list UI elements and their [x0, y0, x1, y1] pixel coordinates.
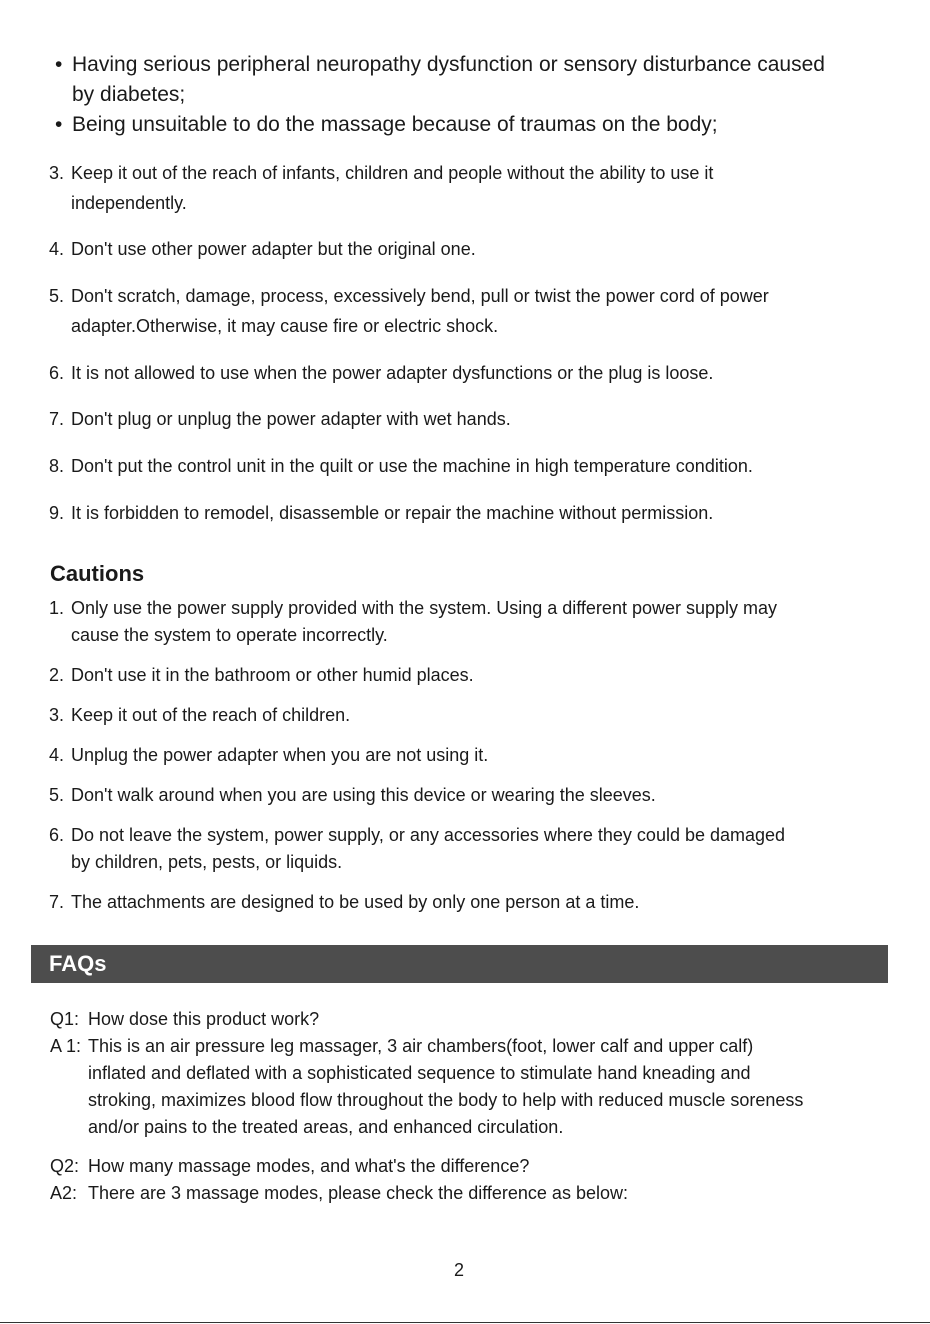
item-text: Unplug the power adapter when you are not using it. [71, 745, 489, 765]
item-number: 5. [49, 286, 65, 306]
faq-label: Q2: [50, 1156, 80, 1176]
faq-label: Q1: [50, 1009, 80, 1029]
item-text: adapter.Otherwise, it may cause fire or electric shock. [71, 316, 499, 336]
item-text: Do not leave the system, power supply, or any accessories where they could be damaged [71, 825, 786, 845]
item-number: 7. [49, 892, 65, 912]
item-text: It is not allowed to use when the power adapter dysfunctions or the plug is loose. [71, 363, 714, 383]
faq-text: How many massage modes, and what's the difference? [88, 1156, 530, 1176]
item-text: independently. [71, 193, 187, 213]
item-number: 4. [49, 745, 65, 765]
item-number: 7. [49, 409, 65, 429]
item-text: It is forbidden to remodel, disassemble or repair the machine without permission. [71, 503, 714, 523]
faq-text: How dose this product work? [88, 1009, 320, 1029]
bullet-text: by diabetes; [72, 83, 186, 106]
cautions-heading: Cautions [50, 561, 145, 586]
item-text: Don't put the control unit in the quilt or use the machine in high temperature condition. [71, 456, 753, 476]
bottom-rule [0, 1322, 930, 1323]
item-number: 9. [49, 503, 65, 523]
faqs-banner [31, 945, 888, 983]
item-text: Keep it out of the reach of children. [71, 705, 351, 725]
page-number: 2 [454, 1260, 465, 1280]
item-text: Only use the power supply provided with the system. Using a different power supply may [71, 598, 778, 618]
item-number: 5. [49, 785, 65, 805]
bullet-text: Being unsuitable to do the massage because of traumas on the body; [72, 113, 718, 136]
item-number: 3. [49, 163, 65, 183]
item-number: 6. [49, 363, 65, 383]
item-number: 2. [49, 665, 65, 685]
faq-label: A 1: [50, 1036, 82, 1056]
item-text: by children, pets, pests, or liquids. [71, 852, 343, 872]
item-text: The attachments are designed to be used by only one person at a time. [71, 892, 640, 912]
item-number: 8. [49, 456, 65, 476]
faq-text: inflated and deflated with a sophisticated sequence to stimulate hand kneading and [88, 1063, 751, 1083]
item-number: 1. [49, 598, 65, 618]
item-text: Don't walk around when you are using this device or wearing the sleeves. [71, 785, 656, 805]
faq-text: and/or pains to the treated areas, and enhanced circulation. [88, 1117, 564, 1137]
item-text: Don't plug or unplug the power adapter with wet hands. [71, 409, 511, 429]
faqs-heading: FAQs [49, 951, 107, 976]
item-text: Don't use other power adapter but the original one. [71, 239, 476, 259]
item-number: 4. [49, 239, 65, 259]
item-text: Don't scratch, damage, process, excessively bend, pull or twist the power cord of power [71, 286, 769, 306]
item-text: Keep it out of the reach of infants, children and people without the ability to use it [71, 163, 714, 183]
item-number: 3. [49, 705, 65, 725]
faq-text: This is an air pressure leg massager, 3 air chambers(foot, lower calf and upper calf) [88, 1036, 754, 1056]
faq-text: There are 3 massage modes, please check the difference as below: [88, 1183, 628, 1203]
faq-label: A2: [50, 1183, 78, 1203]
faq-text: stroking, maximizes blood flow throughout the body to help with reduced muscle soreness [88, 1090, 804, 1110]
item-text: Don't use it in the bathroom or other humid places. [71, 665, 474, 685]
bullet-text: Having serious peripheral neuropathy dysfunction or sensory disturbance caused [72, 53, 825, 76]
item-text: cause the system to operate incorrectly. [71, 625, 388, 645]
item-number: 6. [49, 825, 65, 845]
bullet-marker: • [55, 113, 63, 136]
bullet-marker: • [55, 53, 63, 76]
